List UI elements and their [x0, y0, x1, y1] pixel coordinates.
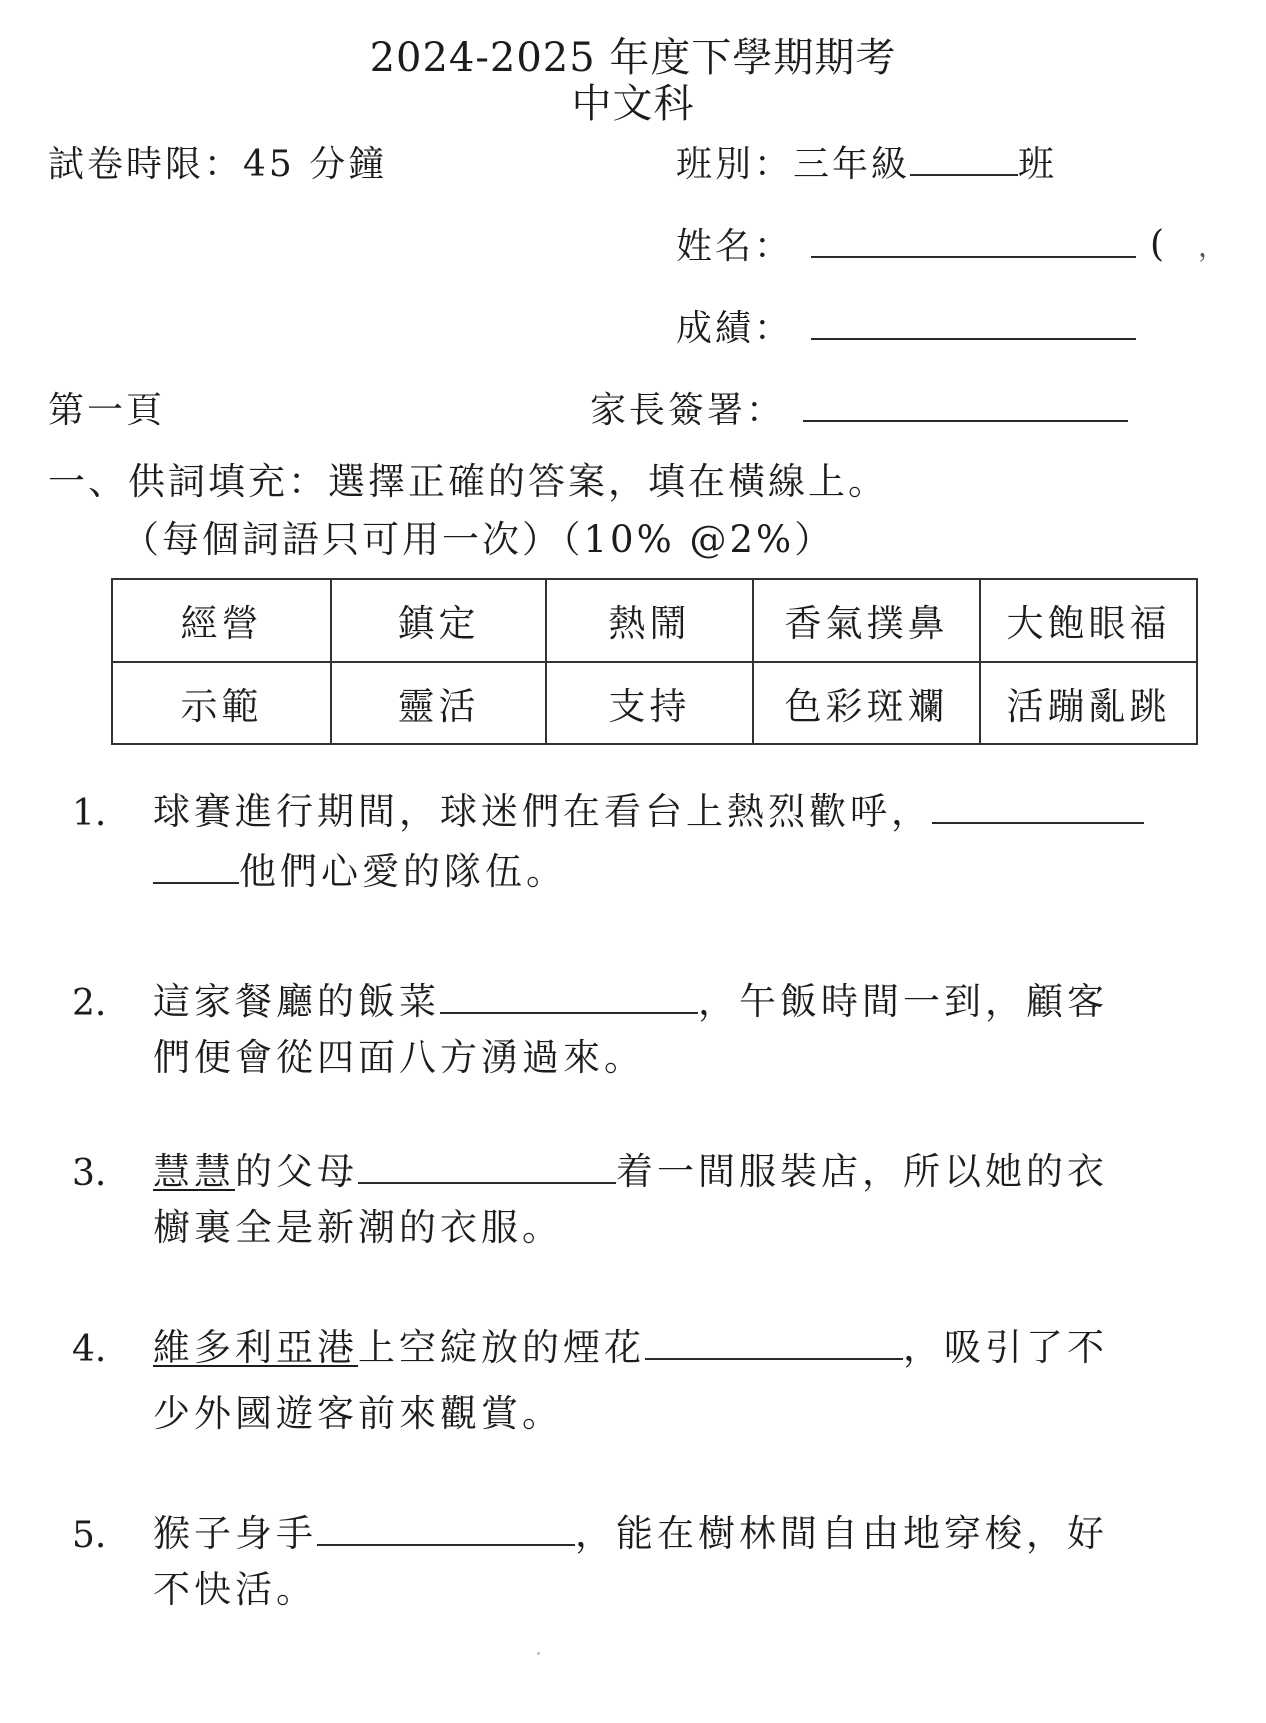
word-bank-cell: 色彩斑斕	[753, 662, 980, 745]
page-label: 第一頁	[48, 390, 166, 431]
question-number: 3.	[72, 1153, 107, 1194]
class-blank[interactable]	[910, 144, 1018, 176]
answer-blank-1a[interactable]	[932, 792, 1144, 824]
word-bank-row	[112, 662, 1197, 745]
question-number: 2.	[72, 983, 107, 1024]
proper-noun: 慧慧	[153, 1150, 235, 1193]
answer-blank-1b[interactable]	[153, 852, 239, 884]
name-field-row	[676, 226, 1136, 268]
question-text: 球賽進行期間，球迷們在看台上熱烈歡呼，	[153, 790, 932, 833]
question-3-line-2: 櫥裏全是新潮的衣服。	[153, 1206, 563, 1249]
question-text: 他們心愛的隊伍。	[239, 850, 567, 893]
score-label: 成績：	[676, 308, 794, 349]
word-bank-cell: 示範	[112, 662, 331, 745]
question-number: 1.	[72, 793, 107, 834]
word-bank-cell: 支持	[546, 662, 753, 745]
word-bank-cell: 熱鬧	[546, 579, 753, 662]
word-bank-cell: 大飽眼福	[980, 579, 1197, 662]
word-bank-cell: 經營	[112, 579, 331, 662]
question-text: 上空綻放的煙花	[358, 1326, 645, 1369]
parent-sign-label: 家長簽署：	[590, 390, 786, 431]
question-3-line-1	[153, 1150, 1108, 1194]
question-text: ，午飯時間一到，顧客	[698, 980, 1108, 1023]
question-text: 猴子身手	[153, 1512, 317, 1555]
answer-blank-2[interactable]	[440, 982, 698, 1014]
question-text: 着一間服裝店，所以她的衣	[616, 1150, 1108, 1193]
answer-blank-4[interactable]	[645, 1328, 903, 1360]
class-number-open: (	[1150, 224, 1168, 265]
class-field-row	[676, 144, 1057, 186]
question-text: 這家餐廳的飯菜	[153, 980, 440, 1023]
class-label: 班別：	[676, 144, 794, 185]
proper-noun: 維多利亞港	[153, 1326, 358, 1369]
word-bank-cell: 靈活	[331, 662, 546, 745]
score-field-row	[676, 308, 1136, 350]
section-note: （每個詞語只可用一次）（10% @2%）	[122, 518, 835, 561]
word-bank-cell: 活蹦亂跳	[980, 662, 1197, 745]
time-limit-value: 45 分鐘	[243, 144, 388, 185]
parent-sign-blank[interactable]	[803, 390, 1128, 422]
name-blank[interactable]	[811, 226, 1136, 258]
time-limit-label: 試卷時限：	[48, 144, 244, 185]
question-4-line-2: 少外國遊客前來觀賞。	[153, 1392, 563, 1435]
question-text: ，能在樹林間自由地穿梭，好	[575, 1512, 1108, 1555]
question-2-line-2: 們便會從四面八方湧過來。	[153, 1036, 645, 1079]
question-1-line-1	[153, 790, 1144, 834]
question-5-line-1	[153, 1512, 1108, 1556]
answer-blank-3[interactable]	[358, 1152, 616, 1184]
question-number: 4.	[72, 1329, 107, 1370]
answer-blank-5[interactable]	[317, 1514, 575, 1546]
question-text: ，吸引了不	[903, 1326, 1108, 1369]
question-2-line-1	[153, 980, 1108, 1024]
score-blank[interactable]	[811, 308, 1136, 340]
name-label: 姓名：	[676, 226, 794, 267]
parent-sign-row	[590, 390, 1128, 432]
word-bank-row	[112, 579, 1197, 662]
scan-artifact	[537, 1652, 540, 1655]
section-heading: 一、供詞填充：選擇正確的答案，填在橫線上。	[48, 460, 888, 503]
question-number: 5.	[72, 1515, 107, 1556]
time-limit	[48, 144, 387, 186]
question-text: 的父母	[235, 1150, 358, 1193]
class-number-sep: ，	[1198, 230, 1230, 263]
word-bank-table	[111, 578, 1198, 745]
exam-subject: 中文科	[571, 81, 695, 127]
exam-title: 2024-2025 年度下學期期考	[369, 35, 897, 81]
question-1-line-2	[153, 850, 567, 894]
word-bank-cell: 香氣撲鼻	[753, 579, 980, 662]
word-bank-cell: 鎮定	[331, 579, 546, 662]
question-5-line-2: 不快活。	[153, 1568, 317, 1611]
class-suffix: 班	[1018, 144, 1058, 185]
question-4-line-1	[153, 1326, 1108, 1370]
class-prefix: 三年級	[793, 144, 911, 185]
